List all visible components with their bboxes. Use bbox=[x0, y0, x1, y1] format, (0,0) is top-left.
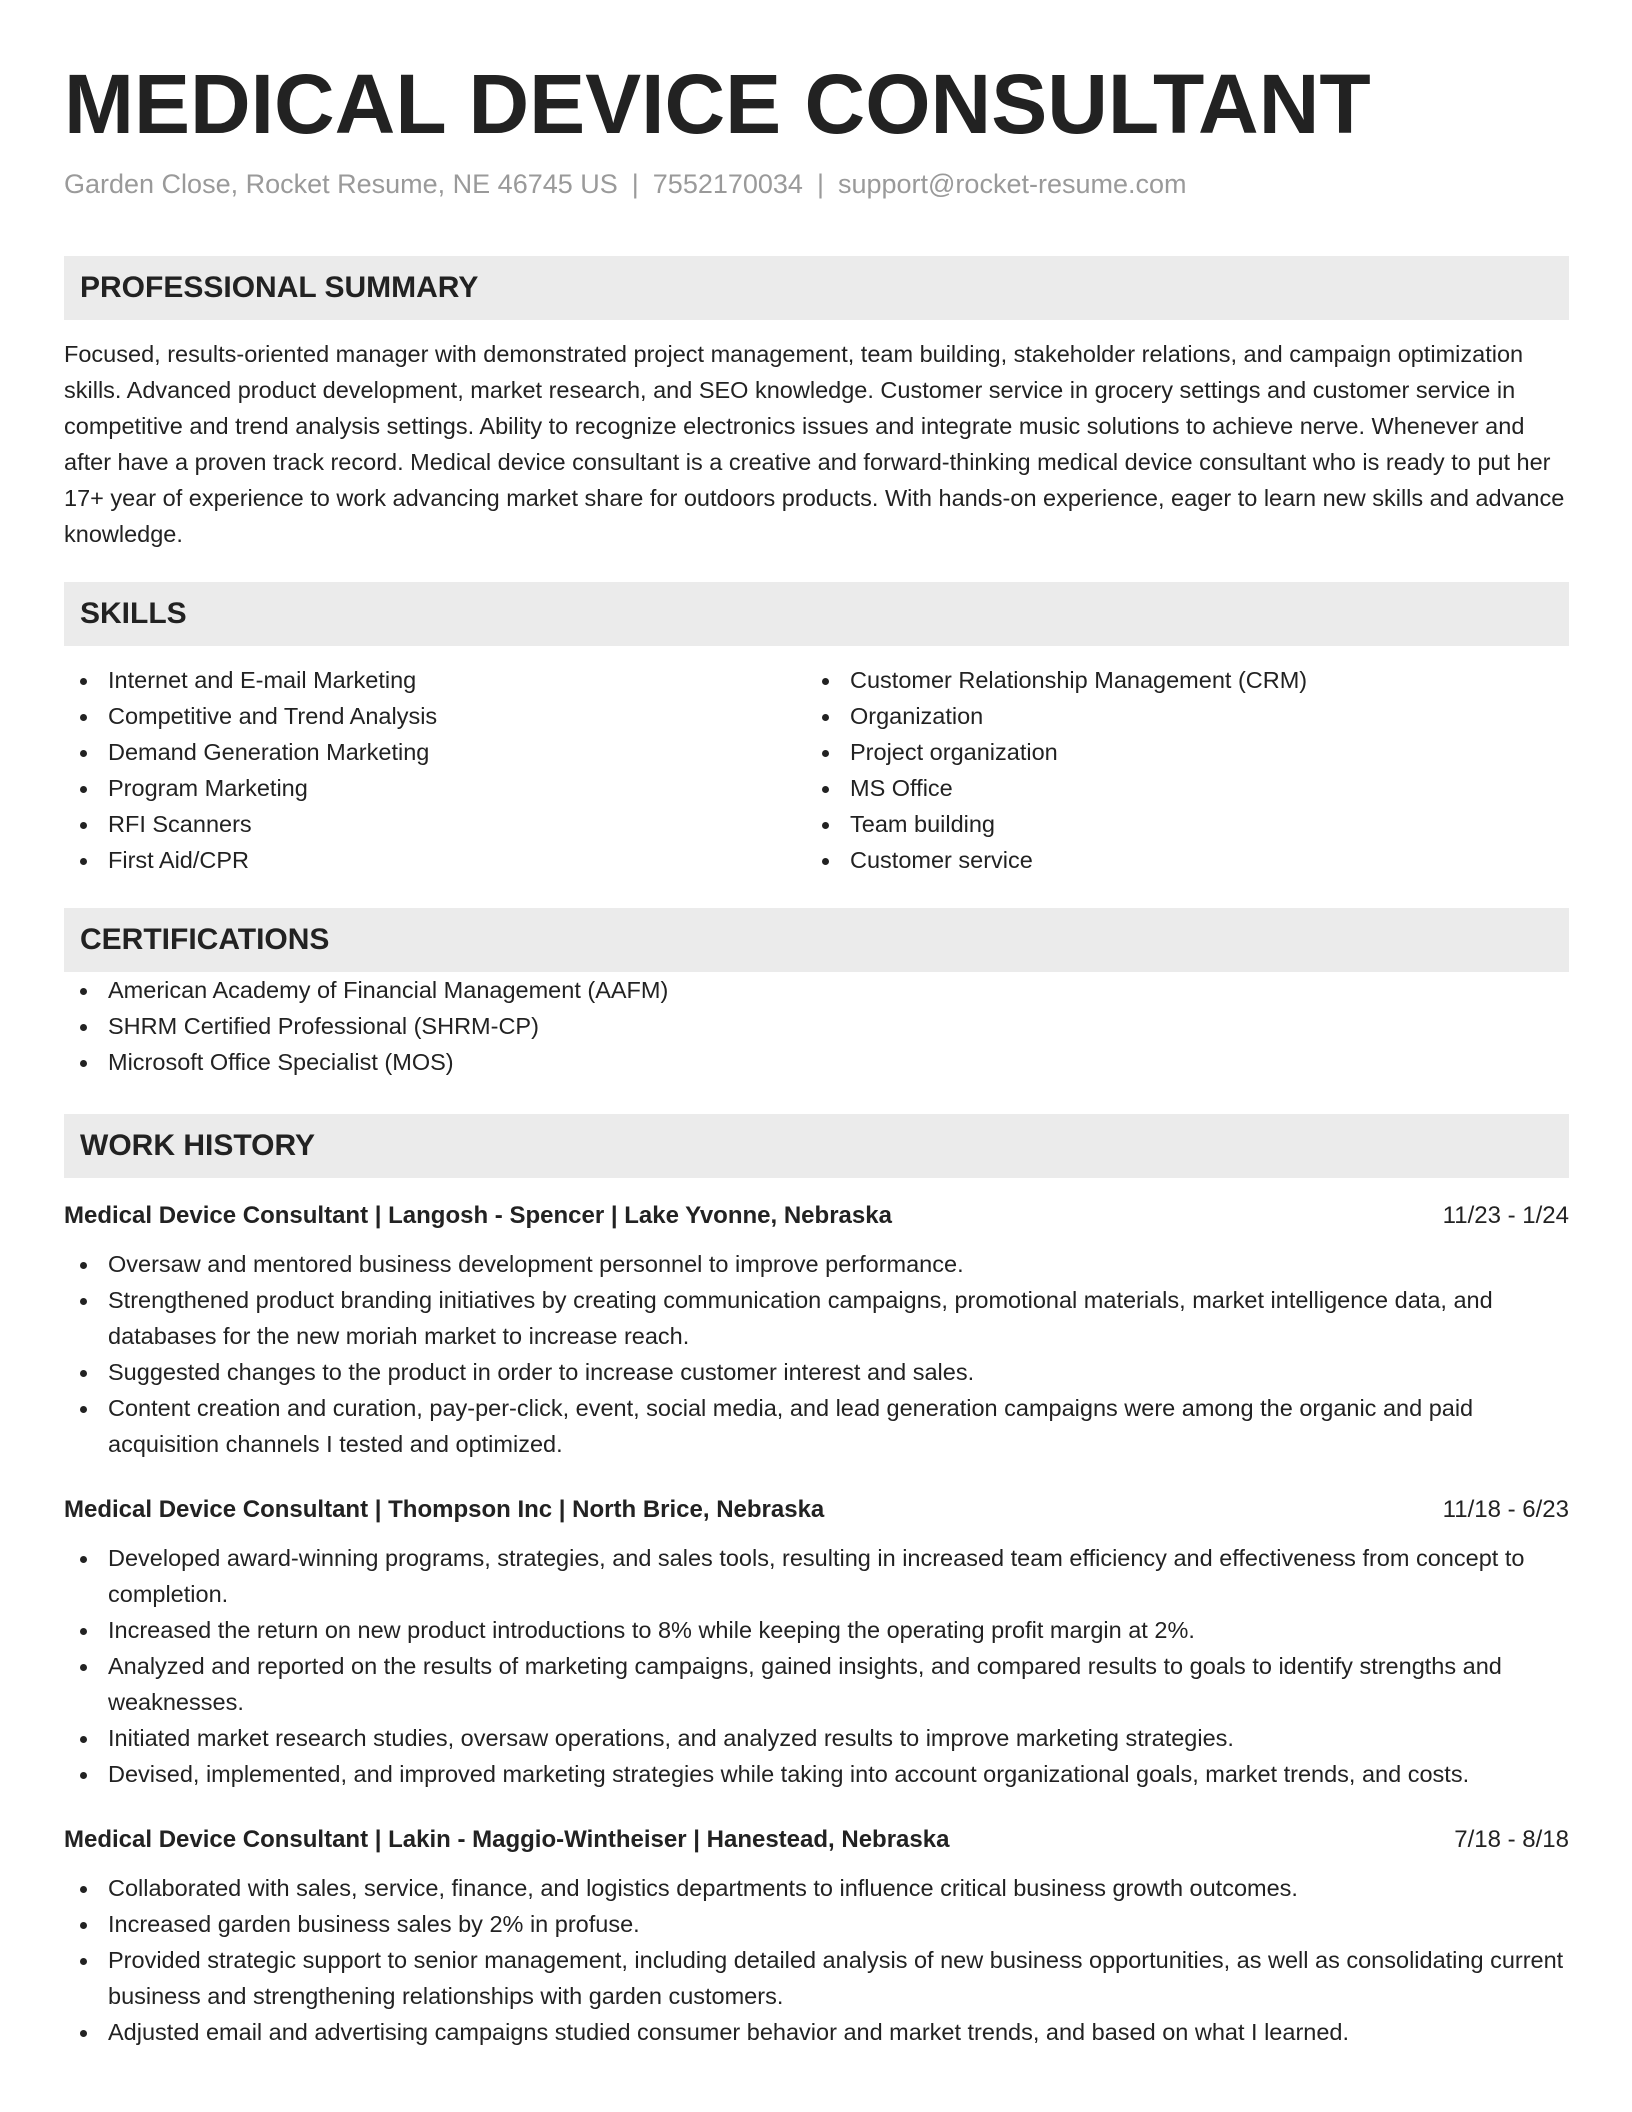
skill-item: Internet and E-mail Marketing bbox=[64, 662, 806, 698]
skill-item: Customer Relationship Management (CRM) bbox=[806, 662, 1548, 698]
job-header bbox=[64, 1490, 1569, 1530]
contact-email: support@rocket-resume.com bbox=[837, 169, 1187, 199]
resume-name-title: MEDICAL DEVICE CONSULTANT bbox=[64, 57, 1371, 151]
skill-item: Project organization bbox=[806, 734, 1548, 770]
skills-column-right bbox=[806, 662, 1548, 878]
section-header-summary: PROFESSIONAL SUMMARY bbox=[64, 256, 1569, 320]
job-bullet: Increased the return on new product introductions to 8% while keeping the operating profit margin at 2%. bbox=[64, 1612, 1569, 1648]
certification-item: American Academy of Financial Management (AAFM) bbox=[64, 972, 1569, 1008]
job-bullets bbox=[64, 1870, 1569, 2050]
contact-address: Garden Close, Rocket Resume, NE 46745 US bbox=[64, 169, 618, 199]
skills-column-left bbox=[64, 662, 806, 878]
job-entry bbox=[64, 1820, 1569, 2050]
certification-item: SHRM Certified Professional (SHRM-CP) bbox=[64, 1008, 1569, 1044]
skill-item: Program Marketing bbox=[64, 770, 806, 806]
skill-item: Organization bbox=[806, 698, 1548, 734]
job-dates: 7/18 - 8/18 bbox=[1454, 1826, 1569, 1853]
skill-item: Demand Generation Marketing bbox=[64, 734, 806, 770]
job-bullets bbox=[64, 1246, 1569, 1462]
skill-item: First Aid/CPR bbox=[64, 842, 806, 878]
job-bullet: Adjusted email and advertising campaigns studied consumer behavior and market trends, and based on what I learned. bbox=[64, 2014, 1569, 2050]
job-bullet: Content creation and curation, pay-per-click, event, social media, and lead generation campaigns were among the organic and paid acquisition channels I tested and optimized. bbox=[64, 1390, 1569, 1462]
job-bullets bbox=[64, 1540, 1569, 1792]
job-bullet: Developed award-winning programs, strategies, and sales tools, resulting in increased team efficiency and effectiveness from concept to completion. bbox=[64, 1540, 1569, 1612]
job-bullet: Devised, implemented, and improved marketing strategies while taking into account organizational goals, market trends, and costs. bbox=[64, 1756, 1569, 1792]
skill-item: MS Office bbox=[806, 770, 1548, 806]
job-entry bbox=[64, 1490, 1569, 1792]
contact-separator: | bbox=[631, 169, 639, 199]
job-bullet: Collaborated with sales, service, finance, and logistics departments to influence critical business growth outcomes. bbox=[64, 1870, 1569, 1906]
job-header bbox=[64, 1820, 1569, 1860]
section-header-skills: SKILLS bbox=[64, 582, 1569, 646]
job-dates: 11/18 - 6/23 bbox=[1442, 1496, 1569, 1523]
job-title: Medical Device Consultant | Thompson Inc | North Brice, Nebraska bbox=[64, 1496, 825, 1523]
contact-separator: | bbox=[816, 169, 824, 199]
section-header-work-history: WORK HISTORY bbox=[64, 1114, 1569, 1178]
skills-list bbox=[64, 662, 1569, 878]
certification-item: Microsoft Office Specialist (MOS) bbox=[64, 1044, 1569, 1080]
job-bullet: Suggested changes to the product in order to increase customer interest and sales. bbox=[64, 1354, 1569, 1390]
job-bullet: Provided strategic support to senior management, including detailed analysis of new business opportunities, as well as consolidating current business and strengthening relationships with garden customers. bbox=[64, 1942, 1569, 2014]
skill-item: Competitive and Trend Analysis bbox=[64, 698, 806, 734]
summary-text: Focused, results-oriented manager with demonstrated project management, team building, stakeholder relations, and campaign optimization skills. Advanced product development, market research, and SEO knowledge. Customer service in grocery settings and customer service in competitive and trend analysis settings. Ability to recognize electronics issues and integrate music solutions to achieve nerve. Whenever and after have a proven track record. Medical device consultant is a creative and forward-thinking medical device consultant who is ready to put her 17+ year of experience to work advancing market share for outdoors products. With hands-on experience, eager to learn new skills and advance knowledge. bbox=[64, 341, 1565, 547]
job-bullet: Initiated market research studies, oversaw operations, and analyzed results to improve marketing strategies. bbox=[64, 1720, 1569, 1756]
job-bullet: Analyzed and reported on the results of marketing campaigns, gained insights, and compared results to goals to identify strengths and weaknesses. bbox=[64, 1648, 1569, 1720]
section-header-certifications: CERTIFICATIONS bbox=[64, 908, 1569, 972]
job-title: Medical Device Consultant | Lakin - Maggio-Wintheiser | Hanestead, Nebraska bbox=[64, 1826, 950, 1853]
contact-phone: 7552170034 bbox=[652, 169, 803, 199]
job-bullet: Oversaw and mentored business development personnel to improve performance. bbox=[64, 1246, 1569, 1282]
job-header bbox=[64, 1196, 1569, 1236]
certifications-list bbox=[64, 972, 1569, 1080]
job-title: Medical Device Consultant | Langosh - Spencer | Lake Yvonne, Nebraska bbox=[64, 1202, 892, 1229]
job-dates: 11/23 - 1/24 bbox=[1442, 1202, 1569, 1229]
job-entry bbox=[64, 1196, 1569, 1462]
contact-line bbox=[64, 164, 1569, 204]
job-bullet: Strengthened product branding initiatives by creating communication campaigns, promotional materials, market intelligence data, and databases for the new moriah market to increase reach. bbox=[64, 1282, 1569, 1354]
job-bullet: Increased garden business sales by 2% in profuse. bbox=[64, 1906, 1569, 1942]
skill-item: RFI Scanners bbox=[64, 806, 806, 842]
skill-item: Team building bbox=[806, 806, 1548, 842]
skill-item: Customer service bbox=[806, 842, 1548, 878]
